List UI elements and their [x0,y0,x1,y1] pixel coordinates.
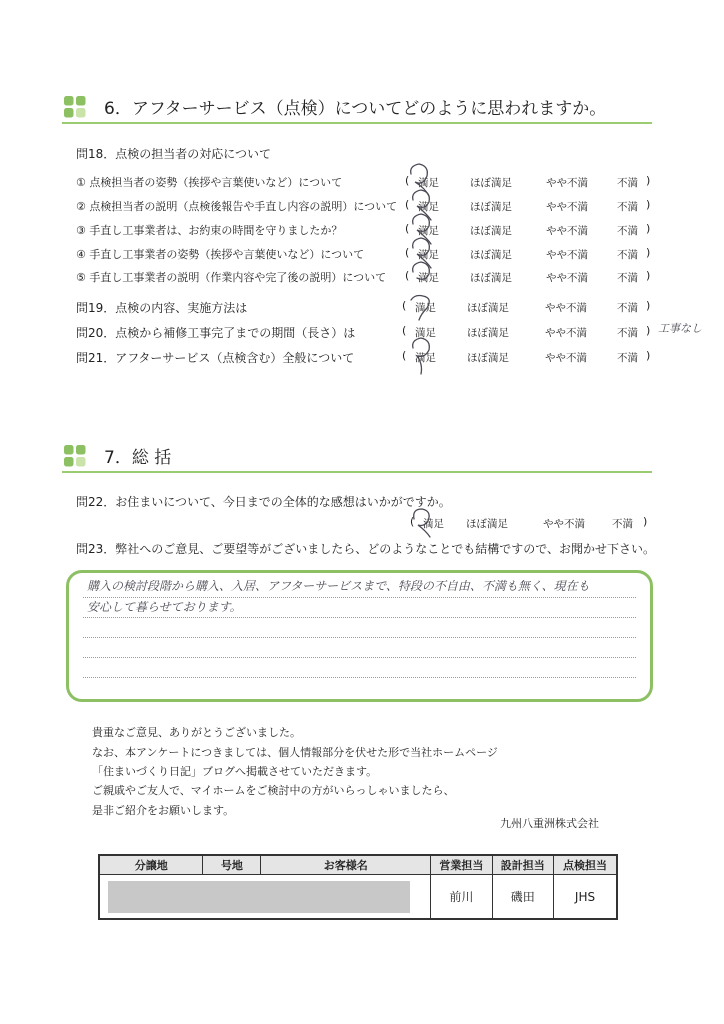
option-mostly-satisfied[interactable]: ほぼ満足 [467,302,509,314]
option-dissatisfied[interactable]: 不満 [617,327,638,339]
q19-label: 問19．点検の内容、実施方法は [76,301,248,315]
header-design-rep: 設計担当 [492,855,553,875]
option-dissatisfied[interactable]: 不満 [617,302,638,314]
option-dissatisfied[interactable]: 不満 [617,352,638,364]
option-dissatisfied[interactable]: 不満 [617,177,638,189]
q23-answer-line-2: 安心して暮らせております。 [87,600,242,614]
handwritten-check-marks [405,160,445,380]
q18-item-4: ④ 手直し工事業者の姿勢（挨拶や言葉使いなど）について [76,248,365,261]
table-row [99,875,617,920]
option-mostly-satisfied[interactable]: ほぼ満足 [467,327,509,339]
option-somewhat-dissatisfied[interactable]: やや不満 [546,225,588,237]
option-somewhat-dissatisfied[interactable]: やや不満 [545,327,587,339]
closing-line-1: 貴重なご意見、ありがとうございました。 [92,726,301,739]
option-mostly-satisfied[interactable]: ほぼ満足 [470,225,512,237]
option-somewhat-dissatisfied[interactable]: やや不満 [546,272,588,284]
option-somewhat-dissatisfied[interactable]: やや不満 [546,201,588,213]
option-mostly-satisfied[interactable]: ほぼ満足 [470,177,512,189]
header-sales-rep: 営業担当 [431,855,492,875]
q18-item-3: ③ 手直し工事業者は、お約束の時間を守りましたか？ [76,224,343,237]
section-6-title: 6．アフターサービス（点検）についてどのように思われますか。 [104,99,607,119]
header-customer-name: お客様名 [261,855,431,875]
option-satisfied[interactable]: 満足 [418,225,439,237]
option-satisfied[interactable]: 満足 [423,518,444,530]
closing-line-4: ご親戚やご友人で、マイホームをご検討中の方がいらっしゃいましたら、 [92,784,455,797]
customer-info-table [98,854,618,920]
header-inspection-rep: 点検担当 [554,855,618,875]
q23-answer-box[interactable] [66,570,653,702]
option-satisfied[interactable]: 満足 [418,201,439,213]
option-dissatisfied[interactable]: 不満 [612,518,633,530]
clover-icon [64,96,86,118]
closing-line-2: なお、本アンケートにつきましては、個人情報部分を伏せた形で当社ホームページ [92,746,498,759]
sales-rep-value: 前川 [431,875,492,920]
q18-heading: 問18．点検の担当者の対応について [76,147,272,161]
design-rep-value: 磯田 [492,875,553,920]
option-satisfied[interactable]: 満足 [418,272,439,284]
option-somewhat-dissatisfied[interactable]: やや不満 [546,249,588,261]
q23-answer-line-1: 購入の検討段階から購入、入居、アフターサービスまで、特段の不自由、不満も無く、現在も [87,579,590,593]
q18-item-2: ② 点検担当者の説明（点検後報告や手直し内容の説明）について [76,200,398,213]
closing-line-5: 是非ご紹介をお願いします。 [92,804,235,817]
header-lot-number: 号地 [203,855,261,875]
option-mostly-satisfied[interactable]: ほぼ満足 [470,201,512,213]
redaction-block [108,881,410,913]
q22-check-mark [408,505,438,539]
section-6-rule [62,122,652,124]
q18-item-5: ⑤ 手直し工事業者の説明（作業内容や完了後の説明）について [76,271,387,284]
q21-label: 問21．アフターサービス（点検含む）全般について [76,351,355,365]
q20-label: 問20．点検から補修工事完了までの期間（長さ）は [76,326,356,340]
option-mostly-satisfied[interactable]: ほぼ満足 [467,352,509,364]
option-dissatisfied[interactable]: 不満 [617,272,638,284]
section-7-rule [62,471,652,473]
q22-label: 問22．お住まいについて、今日までの全体的な感想はいかがですか。 [76,495,451,509]
option-somewhat-dissatisfied[interactable]: やや不満 [543,518,585,530]
option-somewhat-dissatisfied[interactable]: やや不満 [545,302,587,314]
inspection-rep-value: JHS [554,875,618,920]
option-satisfied[interactable]: 満足 [415,327,436,339]
q18-item-1: ① 点検担当者の姿勢（挨拶や言葉使いなど）について [76,176,343,189]
option-mostly-satisfied[interactable]: ほぼ満足 [466,518,508,530]
option-mostly-satisfied[interactable]: ほぼ満足 [470,249,512,261]
option-somewhat-dissatisfied[interactable]: やや不満 [545,352,587,364]
company-name: 九州八重洲株式会社 [500,817,599,830]
option-dissatisfied[interactable]: 不満 [617,225,638,237]
section-7-header [62,441,652,473]
redacted-customer-info [99,875,431,920]
q23-label: 問23．弊社へのご意見、ご要望等がございましたら、どのようなことでも結構ですので、お聞かせ下さい。 [76,542,656,556]
option-somewhat-dissatisfied[interactable]: やや不満 [546,177,588,189]
option-satisfied[interactable]: 満足 [418,249,439,261]
option-mostly-satisfied[interactable]: ほぼ満足 [470,272,512,284]
closing-line-3: 「住まいづくり日記」ブログへ掲載させていただきます。 [92,765,378,778]
option-satisfied[interactable]: 満足 [418,177,439,189]
q20-handwritten-note: 工事なし [658,322,702,335]
option-dissatisfied[interactable]: 不満 [617,201,638,213]
section-7-title: 7．総 括 [104,448,172,468]
table-header-row [99,855,617,875]
section-6-header [62,92,652,124]
header-subdivision: 分譲地 [99,855,203,875]
option-satisfied[interactable]: 満足 [415,302,436,314]
option-satisfied[interactable]: 満足 [415,352,436,364]
option-dissatisfied[interactable]: 不満 [617,249,638,261]
clover-icon [64,445,86,467]
